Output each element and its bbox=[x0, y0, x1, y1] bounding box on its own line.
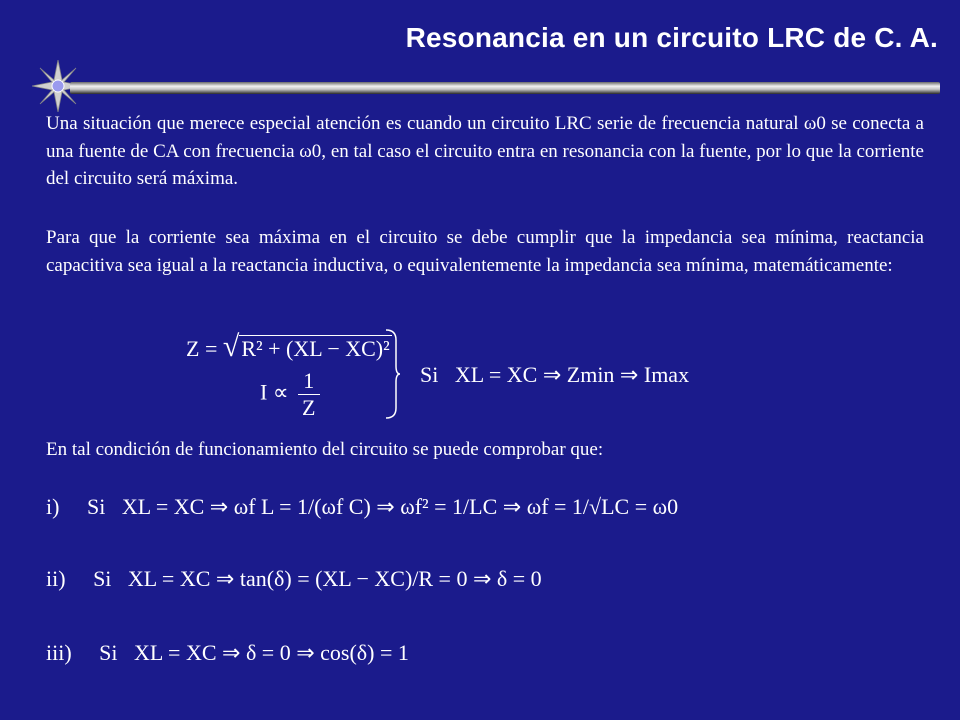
current-lhs: I ∝ bbox=[260, 379, 289, 405]
equation-row-iii bbox=[46, 640, 409, 666]
label-i: i) bbox=[46, 494, 60, 519]
title-underline-bar bbox=[70, 82, 940, 94]
current-proportional bbox=[260, 368, 324, 421]
condition-si: Si bbox=[420, 362, 439, 387]
si-iii: Si bbox=[99, 640, 118, 665]
equation-row-ii bbox=[46, 566, 542, 592]
fraction-1-over-z bbox=[298, 368, 319, 421]
fraction-numerator: 1 bbox=[303, 368, 315, 393]
equation-iii: XL = XC ⇒ δ = 0 ⇒ cos(δ) = 1 bbox=[134, 640, 409, 665]
right-brace bbox=[384, 328, 402, 420]
si-i: Si bbox=[86, 494, 106, 519]
equation-i: XL = XC ⇒ ωf L = 1/(ωf C) ⇒ ωf² = 1/LC ⇒ ωf = 1/√LC = ω0 bbox=[121, 494, 679, 519]
impedance-lhs: Z = bbox=[186, 336, 218, 361]
resonance-condition bbox=[420, 362, 689, 388]
slide-title: Resonancia en un circuito LRC de C. A. bbox=[405, 22, 938, 53]
fraction-denominator: Z bbox=[298, 394, 319, 421]
impedance-equation bbox=[186, 330, 392, 364]
condition-expression: XL = XC ⇒ Zmin ⇒ Imax bbox=[454, 362, 690, 387]
paragraph-consequences: En tal condición de funcionamiento del circuito se puede comprobar que: bbox=[46, 439, 604, 460]
impedance-radicand: R² + (XL − XC)² bbox=[241, 336, 390, 361]
equation-ii: XL = XC ⇒ tan(δ) = (XL − XC)/R = 0 ⇒ δ = 0 bbox=[127, 566, 542, 591]
paragraph-intro: Una situación que merece especial atención es cuando un circuito LRC serie de frecuencia natural ω0 se conecta a una fuente de CA con frecuencia ω0, en tal caso el circuito entra en resonancia con la fuente, por lo que la corriente del circuito será máxima. bbox=[46, 113, 924, 189]
paragraph-condition: Para que la corriente sea máxima en el circuito se debe cumplir que la impedancia sea mínima, reactancia capacitiva sea igual a la reactancia inductiva, o equivalentemente la impedancia sea mínima, matemáticamente: bbox=[46, 227, 924, 276]
equation-row-i bbox=[46, 494, 678, 520]
label-ii: ii) bbox=[46, 566, 66, 591]
si-ii: Si bbox=[93, 566, 112, 591]
sqrt-icon: √ bbox=[222, 330, 240, 363]
label-iii: iii) bbox=[46, 640, 72, 665]
